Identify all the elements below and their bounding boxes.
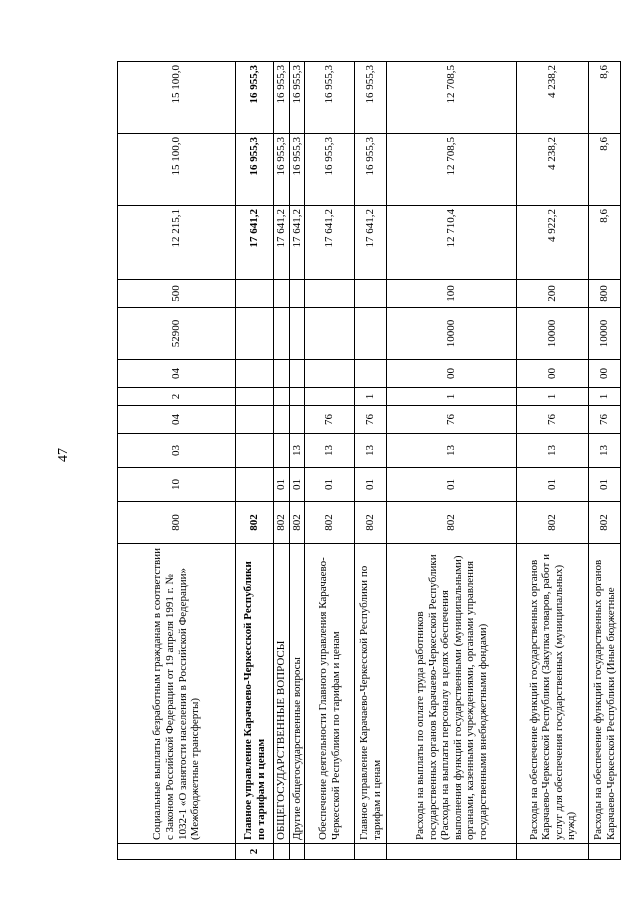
table-row bbox=[118, 62, 236, 860]
page-number: 47 bbox=[56, 448, 71, 462]
amount-1: 4 922,2 bbox=[517, 206, 589, 280]
target-code-1 bbox=[289, 406, 305, 434]
target-code-4 bbox=[355, 308, 387, 360]
org-code: 802 bbox=[589, 502, 621, 544]
target-code-3 bbox=[355, 360, 387, 388]
subsection-code: 03 bbox=[118, 434, 236, 468]
org-code: 802 bbox=[236, 502, 274, 544]
amount-2: 16 955,3 bbox=[236, 134, 274, 206]
org-code: 802 bbox=[517, 502, 589, 544]
target-code-2 bbox=[305, 388, 355, 406]
section-code: 01 bbox=[289, 468, 305, 502]
amount-3: 16 955,3 bbox=[289, 62, 305, 134]
row-name: Другие общегосударственные вопросы bbox=[289, 544, 305, 844]
target-code-4: 10000 bbox=[387, 308, 517, 360]
subsection-code: 13 bbox=[289, 434, 305, 468]
target-code-4 bbox=[305, 308, 355, 360]
table-row bbox=[517, 62, 589, 860]
target-code-4 bbox=[274, 308, 290, 360]
target-code-3: 00 bbox=[517, 360, 589, 388]
amount-3: 8,6 bbox=[589, 62, 621, 134]
amount-2: 12 708,5 bbox=[387, 134, 517, 206]
amount-1: 8,6 bbox=[589, 206, 621, 280]
expense-type-code: 100 bbox=[387, 280, 517, 308]
expense-type-code bbox=[236, 280, 274, 308]
section-code: 01 bbox=[589, 468, 621, 502]
amount-3: 16 955,3 bbox=[274, 62, 290, 134]
amount-2: 16 955,3 bbox=[355, 134, 387, 206]
row-number bbox=[387, 844, 517, 860]
target-code-1: 76 bbox=[305, 406, 355, 434]
subsection-code: 13 bbox=[517, 434, 589, 468]
expense-type-code bbox=[355, 280, 387, 308]
org-code: 802 bbox=[355, 502, 387, 544]
target-code-2: 1 bbox=[589, 388, 621, 406]
target-code-3 bbox=[305, 360, 355, 388]
expense-type-code: 800 bbox=[589, 280, 621, 308]
row-number bbox=[289, 844, 305, 860]
target-code-4: 10000 bbox=[517, 308, 589, 360]
budget-table bbox=[117, 61, 621, 860]
row-name: Обеспечение деятельности Главного управления Карачаево-Черкесской Республики по тарифам и ценам bbox=[305, 544, 355, 844]
target-code-3: 00 bbox=[387, 360, 517, 388]
section-code: 01 bbox=[274, 468, 290, 502]
target-code-2: 2 bbox=[118, 388, 236, 406]
amount-1: 17 641,2 bbox=[305, 206, 355, 280]
section-code: 10 bbox=[118, 468, 236, 502]
table-row bbox=[289, 62, 305, 860]
amount-3: 16 955,3 bbox=[355, 62, 387, 134]
target-code-1: 76 bbox=[589, 406, 621, 434]
target-code-2 bbox=[289, 388, 305, 406]
subsection-code: 13 bbox=[387, 434, 517, 468]
expense-type-code bbox=[289, 280, 305, 308]
amount-3: 4 238,2 bbox=[517, 62, 589, 134]
expense-type-code: 200 bbox=[517, 280, 589, 308]
amount-3: 15 100,0 bbox=[118, 62, 236, 134]
row-number bbox=[517, 844, 589, 860]
target-code-2 bbox=[274, 388, 290, 406]
row-number bbox=[589, 844, 621, 860]
amount-3: 16 955,3 bbox=[236, 62, 274, 134]
subsection-code bbox=[274, 434, 290, 468]
amount-2: 4 238,2 bbox=[517, 134, 589, 206]
row-name: Социальные выплаты безработным гражданам в соответствии с Законом Российской Федерации от 19 апреля 1991 г. № 1032-1 «О занятости населения в Российской Федерации» (Межбюджетные трансферты) bbox=[118, 544, 236, 844]
row-number bbox=[355, 844, 387, 860]
amount-1: 17 641,2 bbox=[274, 206, 290, 280]
target-code-4 bbox=[289, 308, 305, 360]
section-code bbox=[236, 468, 274, 502]
subsection-code: 13 bbox=[589, 434, 621, 468]
org-code: 802 bbox=[387, 502, 517, 544]
row-name: Расходы на обеспечение функций государственных органов Карачаево-Черкесской Республики (Иные бюджетные bbox=[589, 544, 621, 844]
section-code: 01 bbox=[305, 468, 355, 502]
budget-table-rotated bbox=[117, 62, 617, 860]
amount-1: 12 215,1 bbox=[118, 206, 236, 280]
target-code-3 bbox=[289, 360, 305, 388]
section-code: 01 bbox=[355, 468, 387, 502]
amount-2: 16 955,3 bbox=[289, 134, 305, 206]
row-name: Расходы на обеспечение функций государственных органов Карачаево-Черкесской Республики (Закупка товаров, работ и услуг для обеспечения государственных (муниципальных) нужд) bbox=[517, 544, 589, 844]
subsection-code: 13 bbox=[355, 434, 387, 468]
row-number bbox=[274, 844, 290, 860]
target-code-1: 04 bbox=[118, 406, 236, 434]
amount-1: 17 641,2 bbox=[236, 206, 274, 280]
table-row bbox=[387, 62, 517, 860]
target-code-1: 76 bbox=[387, 406, 517, 434]
org-code: 802 bbox=[289, 502, 305, 544]
target-code-3: 00 bbox=[589, 360, 621, 388]
expense-type-code bbox=[305, 280, 355, 308]
amount-2: 15 100,0 bbox=[118, 134, 236, 206]
amount-1: 17 641,2 bbox=[289, 206, 305, 280]
target-code-1: 76 bbox=[355, 406, 387, 434]
target-code-3 bbox=[274, 360, 290, 388]
target-code-4: 52900 bbox=[118, 308, 236, 360]
expense-type-code bbox=[274, 280, 290, 308]
row-number bbox=[305, 844, 355, 860]
target-code-3 bbox=[236, 360, 274, 388]
org-code: 802 bbox=[274, 502, 290, 544]
row-name: ОБЩЕГОСУДАРСТВЕННЫЕ ВОПРОСЫ bbox=[274, 544, 290, 844]
table-row bbox=[589, 62, 621, 860]
target-code-2: 1 bbox=[517, 388, 589, 406]
expense-type-code: 500 bbox=[118, 280, 236, 308]
section-code: 01 bbox=[517, 468, 589, 502]
row-name: Главное управление Карачаево-Черкесской Республики по тарифам и ценам bbox=[236, 544, 274, 844]
table-row bbox=[305, 62, 355, 860]
subsection-code bbox=[236, 434, 274, 468]
target-code-2: 1 bbox=[355, 388, 387, 406]
amount-1: 17 641,2 bbox=[355, 206, 387, 280]
org-code: 802 bbox=[305, 502, 355, 544]
row-name: Главное управление Карачаево-Черкесской Республики по тарифам и ценам bbox=[355, 544, 387, 844]
org-code: 800 bbox=[118, 502, 236, 544]
amount-2: 8,6 bbox=[589, 134, 621, 206]
target-code-2 bbox=[236, 388, 274, 406]
table-row bbox=[236, 62, 274, 860]
row-number: 2 bbox=[236, 844, 274, 860]
subsection-code: 13 bbox=[305, 434, 355, 468]
amount-2: 16 955,3 bbox=[305, 134, 355, 206]
target-code-1 bbox=[274, 406, 290, 434]
table-row bbox=[355, 62, 387, 860]
target-code-4: 10000 bbox=[589, 308, 621, 360]
section-code: 01 bbox=[387, 468, 517, 502]
target-code-3: 04 bbox=[118, 360, 236, 388]
table-row bbox=[274, 62, 290, 860]
row-number bbox=[118, 844, 236, 860]
target-code-2: 1 bbox=[387, 388, 517, 406]
target-code-4 bbox=[236, 308, 274, 360]
target-code-1 bbox=[236, 406, 274, 434]
amount-3: 12 708,5 bbox=[387, 62, 517, 134]
target-code-1: 76 bbox=[517, 406, 589, 434]
row-name: Расходы на выплаты по оплате труда работников государственных органов Карачаево-Черкесской Республики (Расходы на выплаты персоналу в целях обеспечения выполнения функций государственными (муниципальными) органами, казенными учреждениями, органами управления государственными внебюджетными фондами) bbox=[387, 544, 517, 844]
amount-2: 16 955,3 bbox=[274, 134, 290, 206]
amount-1: 12 710,4 bbox=[387, 206, 517, 280]
amount-3: 16 955,3 bbox=[305, 62, 355, 134]
